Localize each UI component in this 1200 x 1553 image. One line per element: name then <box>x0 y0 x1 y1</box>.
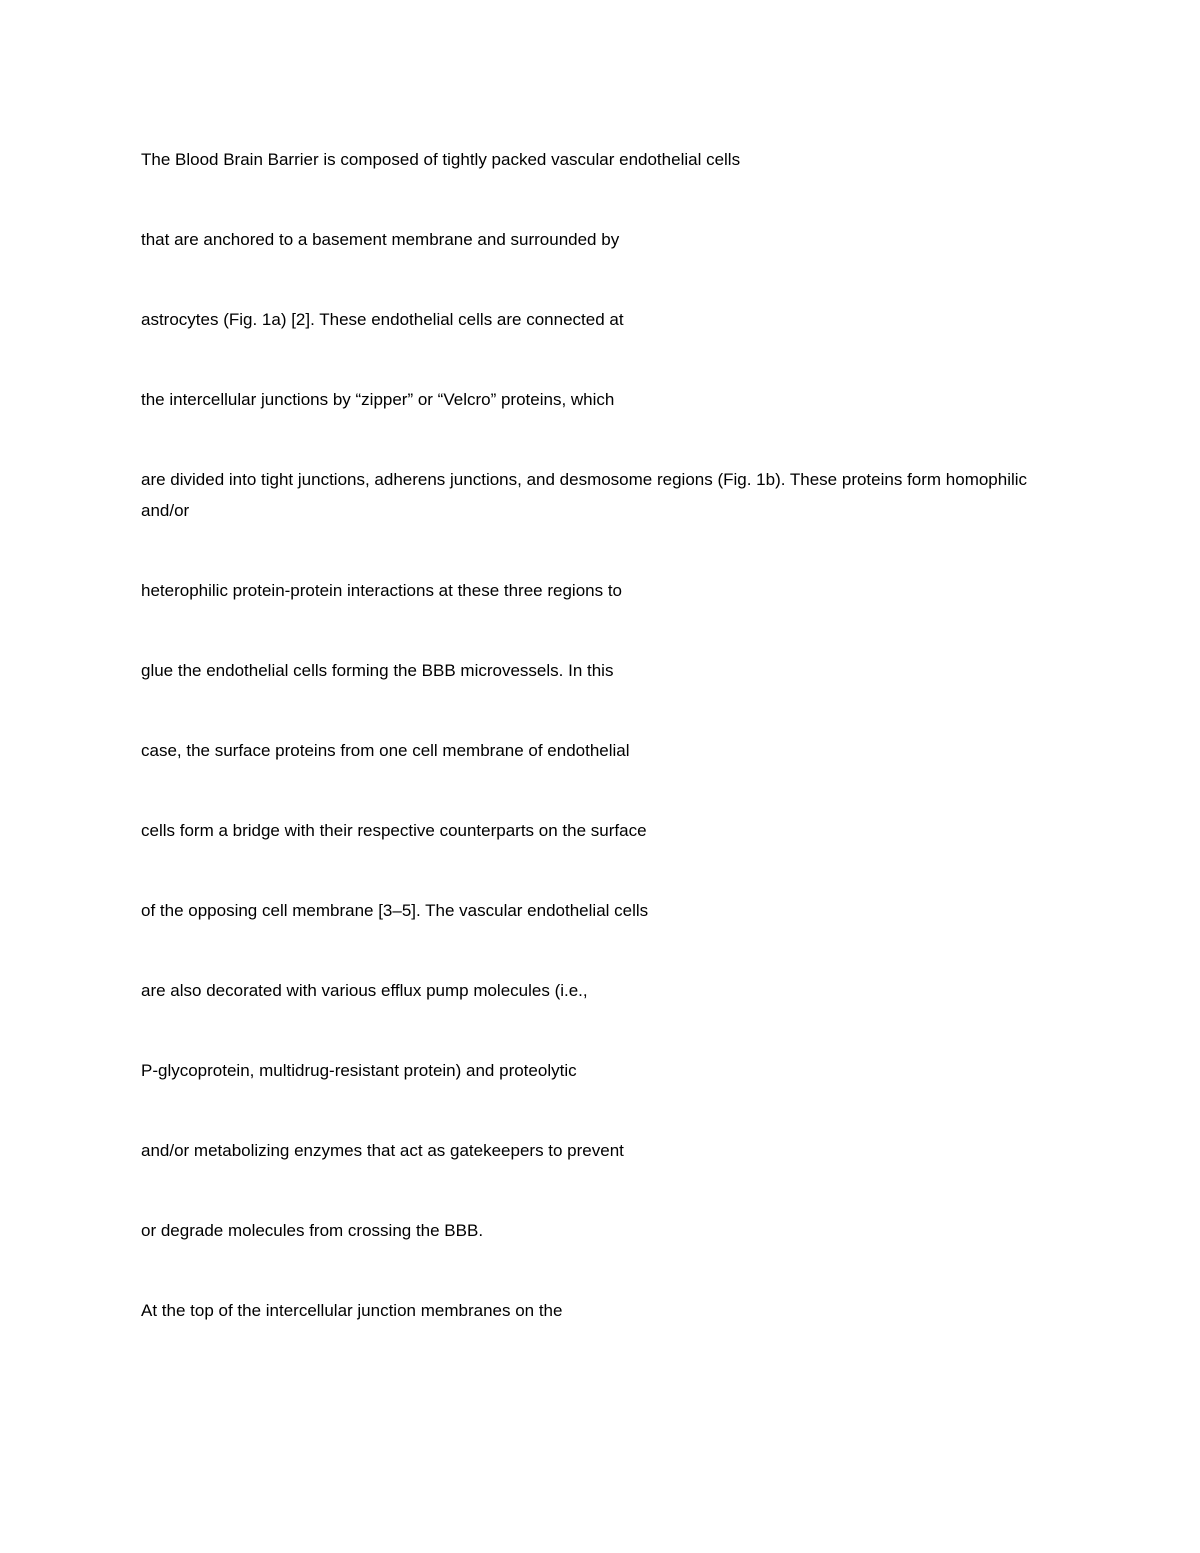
paragraph: At the top of the intercellular junction membranes on the <box>141 1301 563 1320</box>
paragraph: and/or metabolizing enzymes that act as gatekeepers to prevent <box>141 1141 624 1160</box>
paragraph: or degrade molecules from crossing the BBB. <box>141 1221 484 1240</box>
paragraph: are divided into tight junctions, adherens junctions, and desmosome regions (Fig. 1b). These proteins form homophilic and/or <box>141 470 1028 520</box>
paragraph: case, the surface proteins from one cell membrane of endothelial <box>141 741 630 760</box>
document-body <box>141 144 1041 1375</box>
paragraph: heterophilic protein-protein interactions at these three regions to <box>141 581 623 600</box>
paragraph: of the opposing cell membrane [3–5]. The vascular endothelial cells <box>141 901 649 920</box>
paragraph: the intercellular junctions by “zipper” or “Velcro” proteins, which <box>141 390 615 409</box>
paragraph: glue the endothelial cells forming the BBB microvessels. In this <box>141 661 614 680</box>
paragraph: are also decorated with various efflux pump molecules (i.e., <box>141 981 588 1000</box>
paragraph: The Blood Brain Barrier is composed of tightly packed vascular endothelial cells <box>141 150 741 169</box>
paragraph: cells form a bridge with their respective counterparts on the surface <box>141 821 647 840</box>
paragraph: astrocytes (Fig. 1a) [2]. These endothelial cells are connected at <box>141 310 624 329</box>
paragraph: P-glycoprotein, multidrug-resistant protein) and proteolytic <box>141 1061 577 1080</box>
paragraph: that are anchored to a basement membrane and surrounded by <box>141 230 620 249</box>
